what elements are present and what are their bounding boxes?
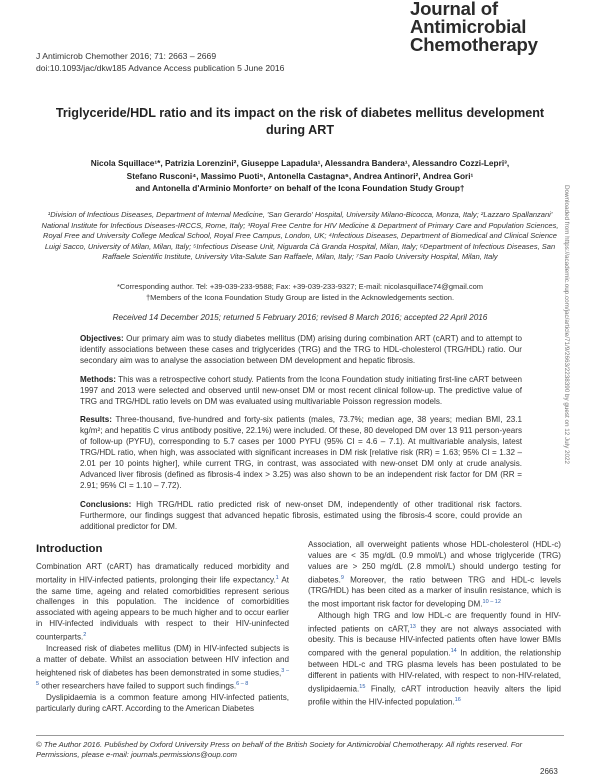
objectives-text: Our primary aim was to study diabetes mellitus (DM) arising during combination ART (cART) and to attempt to identify associations between these cases and triglycerides (TRG) and the TRG to HDL-cholesterol (TRG/HDL) ratio. Our secondary aim was to analyse the association between DM development and hepatic fibrosis. [80,334,523,365]
author-list [40,157,560,195]
journal-logo-line-1: Journal of [410,0,498,19]
methods-label: Methods: [80,374,116,384]
introduction-heading: Introduction [36,543,103,555]
intro-text: Although high TRG and low HDL-c are frequently found in HIV-infected patients on cART, [308,610,561,634]
intro-paragraph [308,540,561,611]
author-line-3: and Antonella d'Arminio Monforte⁷ on behalf of the Icona Foundation Study Group† [135,183,465,193]
intro-paragraph [36,562,289,644]
page-number: 2663 [540,767,558,776]
intro-text: Increased risk of diabetes mellitus (DM) in HIV-infected subjects is a matter of debate. Whilst an association between HIV infection and heightened risk of diabetes has been demonstrated in some studies, [36,643,289,678]
intro-paragraph [36,693,289,715]
copyright-notice: © The Author 2016. Published by Oxford University Press on behalf of the British Society for Antimicrobial Chemotherapy. All rights reserved. For Permissions, please e-mail: journals.permissions@oup.com [36,740,523,759]
reference-link[interactable]: 15 [359,683,366,690]
abstract-methods [80,375,522,408]
received-dates: Received 14 December 2015; returned 5 February 2016; revised 8 March 2016; accepted 22 April 2016 [112,313,488,322]
intro-text: Finally, cART introduction heavily alters the lipid profile within the HIV-infected population. [308,684,561,707]
results-label: Results: [80,415,112,425]
author-line-1: Nicola Squillace¹*, Patrizia Lorenzini², Giuseppe Lapadula¹, Alessandra Bandera¹, Alessandro Cozzi-Lepri³, [90,158,510,168]
study-group-note: †Members of the Icona Foundation Study Group are listed in the Acknowledgements section. [145,292,455,302]
intro-text: At the same time, ageing and related comorbidities represent serious challenges in this population. The incidence of comorbidities associated with ageing appears to be much higher and to occur earlier in HIV-infected individuals with respect to their HIV-uninfected counterparts. [36,575,290,642]
download-watermark: Downloaded from https://academic.oup.com/jac/article/71/9/2663/2238390 by guest on 12 July 2022 [563,185,570,464]
methods-text: This was a retrospective cohort study. Patients from the Icona Foundation study initiating first-line cART between 1997 and 2013 were selected and observed until new-onset DM or most recent clinical follow-up. The predictive value of TRG and TRG/HDL ratio levels on DM was evaluated using multivariable Poisson regression models. [80,374,522,406]
intro-left-column [36,562,289,715]
citation-line-1: J Antimicrob Chemother 2016; 71: 2663 – 2669 [36,51,217,61]
conclusions-label: Conclusions: [80,499,132,509]
journal-logo-line-3: Chemotherapy [410,34,538,55]
footer-divider [36,735,564,736]
intro-right-column [308,540,561,709]
intro-text: they are not always associated with obesity. This is because HIV-infected patients often have lower BMIs compared with the general population. [308,624,561,658]
reference-link[interactable]: 3 – 5 [36,667,290,688]
results-text: Three-thousand, five-hundred and forty-six patients (males, 73.7%; median age, 38 years; median BMI, 23.1 kg/m²; and hepatitis C virus antibody positive, 22.1%) were included. Of these, 80 developed DM over 13 911 person-years of follow-up (PYFU), corresponding to 5.7 cases per 1000 PYFU (95% CI = 4.6 – 7.1). At multivariable analysis, latest TRG/HDL ratio, when high, was associated with significant increases in DM risk [relative risk (RR) = 1.63; 95% CI = 1.32 – 2.01 per 10 points higher], while current TRG, in contrast, was associated with new-onset DM only at crude analysis. Advanced liver fibrosis (defined as fibrosis-4 index > 3.25) was also shown to be an independent risk factor for DM (RR = 2.91; 95% CI = 1.10 – 7.72). [80,415,522,490]
journal-logo-line-2: Antimicrobial [410,16,527,37]
affiliations: ¹Division of Infectious Diseases, Department of Internal Medicine, 'San Gerardo' Hospital, University Milano-Bicocca, Monza, Italy; ²Lazzaro Spallanzani' National Institute for Infectious Diseases-IRCCS, Rome, Italy; ³Royal Free Centre for HIV Medicine & Department of Primary Care and Population Sciences, Royal Free and University College Medical School, Royal Free Campus, London, UK; ⁴Infectious Diseases, Department of Biomedical and Clinical Science Luigi Sacco, University of Milan, Milan, Italy; ⁵Infectious Disease Unit, Niguarda Cà Granda Hospital, Milan, Italy; ⁶Department of Infectious Diseases, San Raffaele Scientific Institute, University Vita-Salute San Raffaele, Milan, Italy; ⁷San Paolo University Hospital, Milan, Italy [41,210,559,261]
intro-text: other researchers have failed to support such findings. [39,681,237,691]
intro-text: In addition, the relationship between HDL-c and TRG plasma levels has been postulated to be different in patients with HIV-related, with respect to non-HIV-related, dyslipidaemia. [308,648,561,694]
abstract-objectives [80,334,522,367]
citation-line-2: doi:10.1093/jac/dkw185 Advance Access publication 5 June 2016 [36,63,285,73]
intro-paragraph [36,644,289,693]
abstract-results [80,415,522,491]
abstract [80,334,522,541]
reference-link[interactable]: 9 [340,574,344,581]
intro-text: Combination ART (cART) has dramatically reduced morbidity and mortality in HIV-infected patients, prolonging their life expectancy. [36,562,289,585]
reference-link[interactable]: 1 [275,574,279,581]
intro-text: Association, all overweight patients whose HDL-cholesterol (HDL-c) values are < 35 mg/dL (0.9 mmol/L) and whose triglyceride (TRG) values are > 250 mg/dL (2.8 mmol/L) should undergo testing for diabetes. [308,540,561,585]
author-line-2: Stefano Rusconi⁴, Massimo Puoti⁵, Antonella Castagna⁶, Andrea Antinori², Andrea Gori¹ [126,170,474,181]
conclusions-text: High TRG/HDL ratio predicted risk of new-onset DM, independently of other traditional risk factors. Furthermore, our findings suggest that advanced hepatic fibrosis, estimated using the fibrosis-4 score, could provide an additional predictor for DM. [80,499,522,531]
correspondence [36,282,564,303]
reference-link[interactable]: 14 [450,648,457,655]
citation [36,50,284,74]
reference-link[interactable]: 2 [83,632,87,639]
abstract-conclusions [80,500,522,533]
intro-text: Dyslipidaemia is a common feature among HIV-infected patients, particularly during cART. According to the American Diabetes [36,692,289,713]
reference-link[interactable]: 16 [454,697,461,704]
reference-link[interactable]: 10 – 12 [482,599,501,606]
reference-link[interactable]: 6 – 8 [236,681,249,688]
intro-paragraph [308,611,561,709]
corresponding-author: *Corresponding author. Tel: +39-039-233-9588; Fax: +39-039-233-9327; E-mail: nicolasquillace74@gmail.com [116,282,484,291]
journal-logo [410,0,580,54]
objectives-label: Objectives: [80,334,124,343]
paper-title: Triglyceride/HDL ratio and its impact on the risk of diabetes mellitus development during ART [55,106,545,137]
intro-text: Moreover, the ratio between TRG and HDL-c levels (TRG/HDL) has been cited as a marker of insulin resistance, which is the most important risk factor for developing DM. [308,575,561,609]
reference-link[interactable]: 13 [409,623,416,630]
